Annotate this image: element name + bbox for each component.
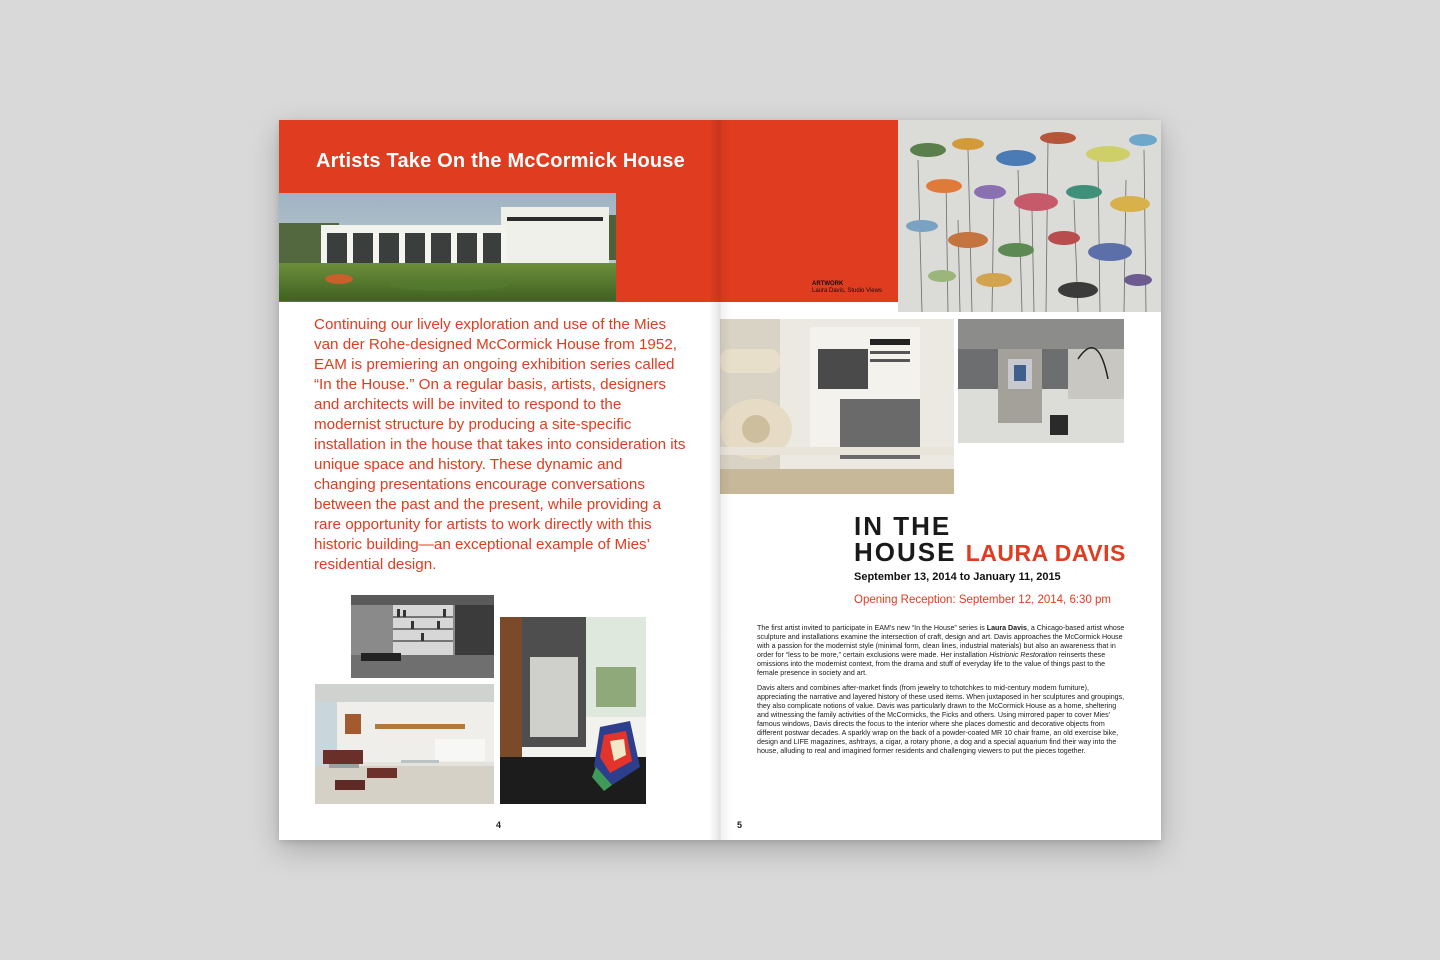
- exhibition-dates: September 13, 2014 to January 11, 2015: [854, 571, 1061, 583]
- brochure-spread: [279, 120, 1161, 840]
- fish-aquarium-artwork-photo: [898, 120, 1161, 312]
- right-page: [720, 120, 1161, 840]
- description-text: reinserts these omissions into the modernist context, from the drama and stuff of everyday life to the value of things past to the female presence in society and art.: [757, 650, 1106, 677]
- studio-sculpture-photo: [958, 319, 1124, 443]
- description-paragraph-2: Davis alters and combines after-market finds (from jewelry to tchotchkes to mid-century modern furniture), appreciating the narrative and layered history of these used items. When juxtaposed in her sculptures and groupings, they also complicate notions of value. Davis was particularly drawn to the McCormick House as a home, sheltering and witnessing the family activities of the McCormicks, the Ficks and others. Using mirrored paper to cover Mies’ famous windows, Davis directs the focus to the interior where she places domestic and decorative objects from different postwar decades. A sparkly wrap on the back of a powder-coated MR 10 chair frame, an old exercise bike, design and LIFE magazines, ashtrays, a cigar, a rotary phone, a dog and a special aquarium find their way into the house, alluding to real and imagined former residents and challenging viewers to put the pieces together.: [757, 684, 1125, 755]
- mccormick-house-exterior-photo: [279, 193, 616, 301]
- exhibition-description: [757, 624, 1127, 763]
- artist-name: LAURA DAVIS: [965, 540, 1126, 566]
- artwork-caption: [812, 281, 882, 295]
- interior-library-photo: [351, 595, 494, 678]
- headline-line-2: HOUSE: [854, 537, 957, 567]
- gallery-sculpture-photo: [500, 617, 646, 804]
- description-text: , a Chicago-based artist whose sculpture and installations examine the intersection of craft, design and art. Davis approaches the McCormick House with a passion for the modernist style (minimal form, clean lines, industrial materials) but also an awareness that in order for “less to be more,” certain exclusions were made. Her installation: [757, 624, 1125, 659]
- opening-reception: Opening Reception: September 12, 2014, 6:30 pm: [854, 594, 1112, 606]
- description-paragraph-1: [757, 624, 1127, 677]
- caption-label: ARTWORK: [812, 281, 844, 287]
- page-number: 5: [737, 820, 743, 830]
- artist-name-inline: Laura Davis: [986, 624, 1027, 632]
- exhibition-headline: [854, 513, 1126, 566]
- page-number: 4: [496, 820, 502, 830]
- living-room-photo: [315, 684, 494, 804]
- left-page: [279, 120, 720, 840]
- rotary-phone-magazines-photo: [720, 319, 954, 494]
- headline-line-1: IN THE: [854, 511, 952, 541]
- red-header-band: [720, 120, 898, 302]
- page-title: Artists Take On the McCormick House: [316, 150, 685, 172]
- caption-text: Laura Davis, Studio Views: [812, 288, 882, 294]
- description-text: The first artist invited to participate in EAM’s new “In the House” series is: [757, 624, 987, 632]
- intro-paragraph: Continuing our lively exploration and use of the Mies van der Rohe-designed McCormick House from 1952, EAM is premiering an ongoing exhibition series called “In the House.” On a regular basis, artists, designers and architects will be invited to respond to the modernist structure by producing a site-specific installation in the house that takes into consideration its unique space and history. These dynamic and changing presentations encourage conversations between the past and the present, while providing a rare opportunity for artists to work directly with this historic building—an exceptional example of Mies’ residential design.: [314, 316, 686, 573]
- artwork-title: Histrionic Restoration: [989, 650, 1057, 659]
